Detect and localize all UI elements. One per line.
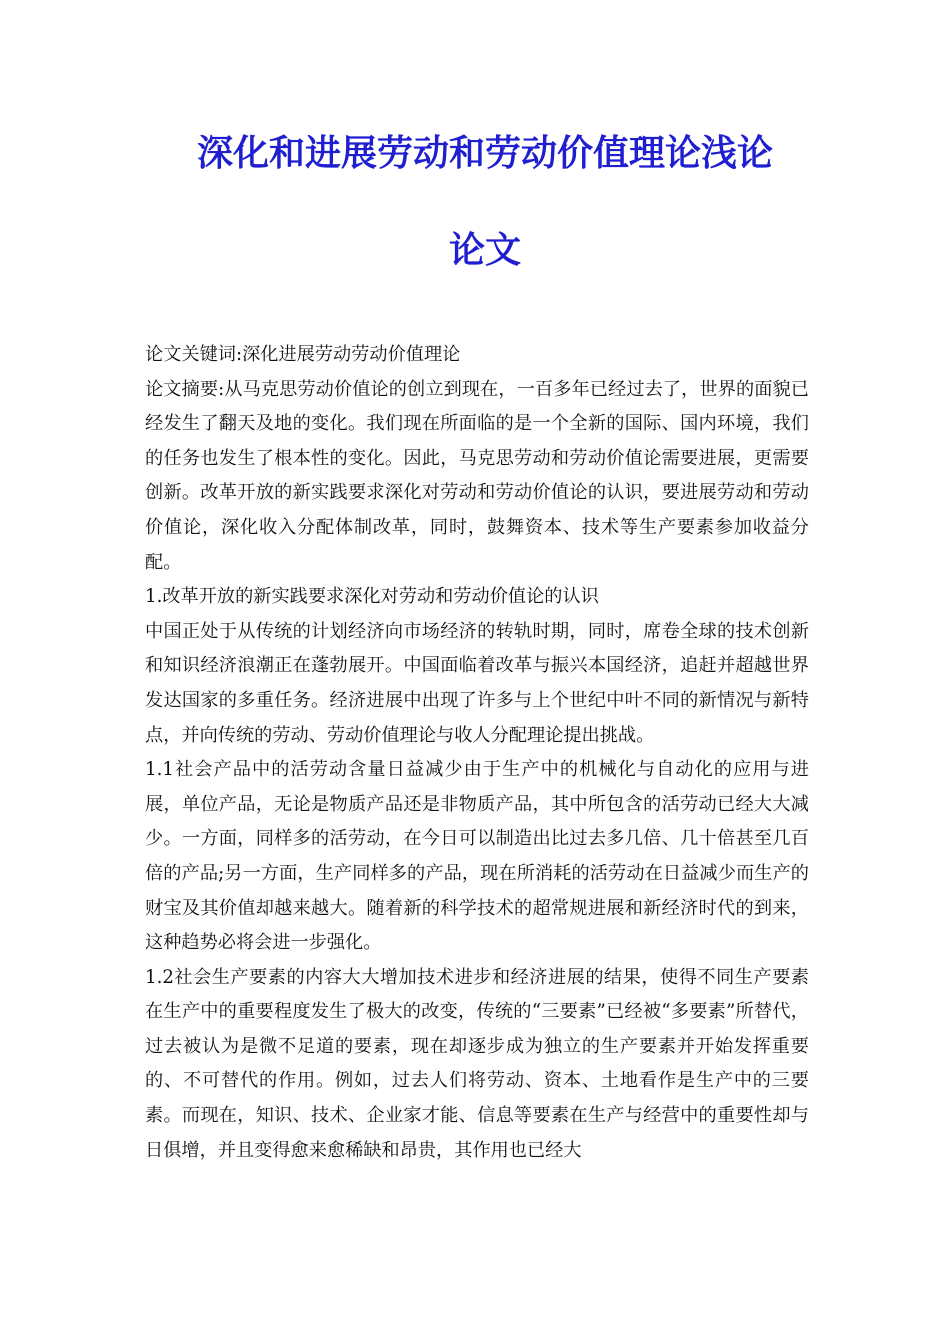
document-body xyxy=(145,338,809,1168)
subsection-paragraph: 1.2社会生产要素的内容大大增加技术进步和经济进展的结果，使得不同生产要素在生产中的重要程度发生了极大的改变，传统的“三要素”已经被“多要素”所替代，过去被认为是微不足道的要素，现在却逐步成为独立的生产要素并开始发挥重要的、不可替代的作用。例如，过去人们将劳动、资本、土地看作是生产中的三要素。而现在，知识、技术、企业家才能、信息等要素在生产与经营中的重要性却与日俱增，并且变得愈来愈稀缺和昂贵，其作用也已经大 xyxy=(145,966,809,1161)
document-title-line-1: 深化和进展劳动和劳动价值理论浅论 xyxy=(196,133,773,174)
abstract-paragraph: 论文摘要:从马克思劳动价值论的创立到现在，一百多年已经过去了，世界的面貌已经发生了翻天及地的变化。我们现在所面临的是一个全新的国际、国内环境，我们的任务也发生了根本性的变化。因此，马克思劳动和劳动价值论需要进展，更需要创新。改革开放的新实践要求深化对劳动和劳动价值论的认识，要进展劳动和劳动价值论，深化收入分配体制改革，同时，鼓舞资本、技术等生产要素参加收益分配。 xyxy=(145,378,809,573)
document-title-line-2: 论文 xyxy=(448,230,521,271)
section-heading: 1.改革开放的新实践要求深化对劳动和劳动价值论的认识 xyxy=(145,586,599,608)
body-paragraph: 中国正处于从传统的计划经济向市场经济的转轨时期，同时，席卷全球的技术创新和知识经济浪潮正在蓬勃展开。中国面临着改革与振兴本国经济，追赶并超越世界发达国家的多重任务。经济进展中出现了许多与上个世纪中叶不同的新情况与新特点，并向传统的劳动、劳动价值理论与收人分配理论提出挑战。 xyxy=(145,620,809,746)
subsection-paragraph: 1.1社会产品中的活劳动含量日益减少由于生产中的机械化与自动化的应用与进展，单位产品，无论是物质产品还是非物质产品，其中所包含的活劳动已经大大减少。一方面，同样多的活劳动，在今日可以制造出比过去多几倍、几十倍甚至几百倍的产品;另一方面，生产同样多的产品，现在所消耗的活劳动在日益减少而生产的财宝及其价值却越来越大。随着新的科学技术的超常规进展和新经济时代的到来，这种趋势必将会进一步强化。 xyxy=(145,759,809,954)
keywords-paragraph: 论文关键词:深化进展劳动劳动价值理论 xyxy=(145,344,461,365)
